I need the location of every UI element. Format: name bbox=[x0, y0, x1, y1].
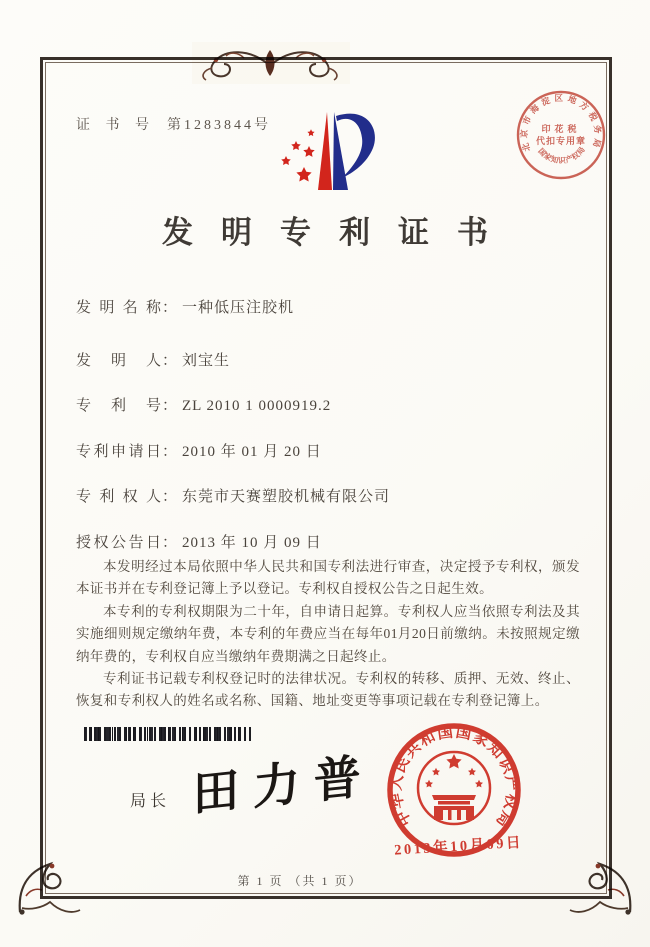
commissioner-label: 局长 bbox=[130, 793, 171, 810]
office-seal-date: 2013年10月09日 bbox=[393, 834, 524, 859]
page-number: 第 1 页 （共 1 页） bbox=[237, 874, 363, 888]
field-label: 发明人 bbox=[76, 353, 162, 369]
bottom-left-corner-flourish-icon bbox=[19, 864, 80, 915]
body-paragraph-1: 本发明经过本局依照中华人民共和国专利法进行审查，决定授予专利权，颁发本证书并在专利登记簿上予以登记。专利权自授权公告之日起生效。 bbox=[76, 559, 580, 597]
patent-office-seal bbox=[386, 722, 524, 859]
field-label: 专利号 bbox=[76, 398, 162, 414]
field-colon: ： bbox=[162, 489, 179, 505]
tax-seal-center-line2: 代扣专用章 bbox=[535, 136, 587, 146]
tax-stamp-seal bbox=[518, 92, 604, 178]
patent-office-logo-icon bbox=[281, 112, 375, 190]
body-paragraph-2: 本专利的专利权期限为二十年，自申请日起算。专利权人应当依照专利法及其实施细则规定缴纳年费，本专利的年费应当在每年01月20日前缴纳。未按照规定缴纳年费的，专利权自应当缴纳年费期满之日起终止。 bbox=[76, 603, 580, 664]
field-value: 一种低压注胶机 bbox=[182, 300, 295, 316]
certificate-title: 发明专利证书 bbox=[162, 215, 516, 250]
field-colon: ： bbox=[162, 300, 179, 316]
field-colon: ： bbox=[162, 535, 179, 551]
body-paragraph-3: 专利证书记载专利权登记时的法律状况。专利权的转移、质押、无效、终止、恢复和专利权人的姓名或名称、国籍、地址变更等事项记载在专利登记簿上。 bbox=[76, 671, 580, 709]
tax-seal-arc-bottom-text: 国家知识产权局 bbox=[536, 144, 588, 166]
field-label: 专利权人 bbox=[76, 489, 162, 505]
commissioner-signature: 田力普 bbox=[192, 750, 375, 822]
field-colon: ： bbox=[162, 353, 179, 369]
certificate-number-label: 证 书 号 bbox=[76, 118, 155, 133]
field-colon: ： bbox=[162, 444, 179, 460]
tax-seal-center-line1: 印花税 bbox=[541, 124, 581, 134]
field-value: ZL 2010 1 0000919.2 bbox=[182, 398, 332, 414]
national-emblem-icon bbox=[418, 752, 490, 824]
field-label: 授权公告日 bbox=[76, 535, 162, 551]
certificate-number-value: 第1283844号 bbox=[167, 118, 271, 133]
field-value: 东莞市天赛塑胶机械有限公司 bbox=[182, 489, 391, 505]
field-value: 2010 年 01 月 20 日 bbox=[182, 444, 322, 460]
tax-seal-arc-top-text: 北京市海淀区地方税务局 bbox=[518, 92, 604, 153]
top-border-ornament-icon bbox=[192, 42, 350, 84]
field-value: 2013 年 10 月 09 日 bbox=[182, 535, 322, 551]
field-colon: ： bbox=[162, 398, 179, 414]
svg-text:国家知识产权局 bbox=[536, 145, 587, 165]
field-label: 发明名称 bbox=[76, 300, 162, 316]
office-seal-ring-text: 中华人民共和国国家知识产权局 bbox=[387, 723, 521, 832]
field-label: 专利申请日 bbox=[76, 444, 162, 460]
bottom-right-corner-flourish-icon bbox=[570, 864, 631, 915]
field-value: 刘宝生 bbox=[182, 353, 231, 369]
